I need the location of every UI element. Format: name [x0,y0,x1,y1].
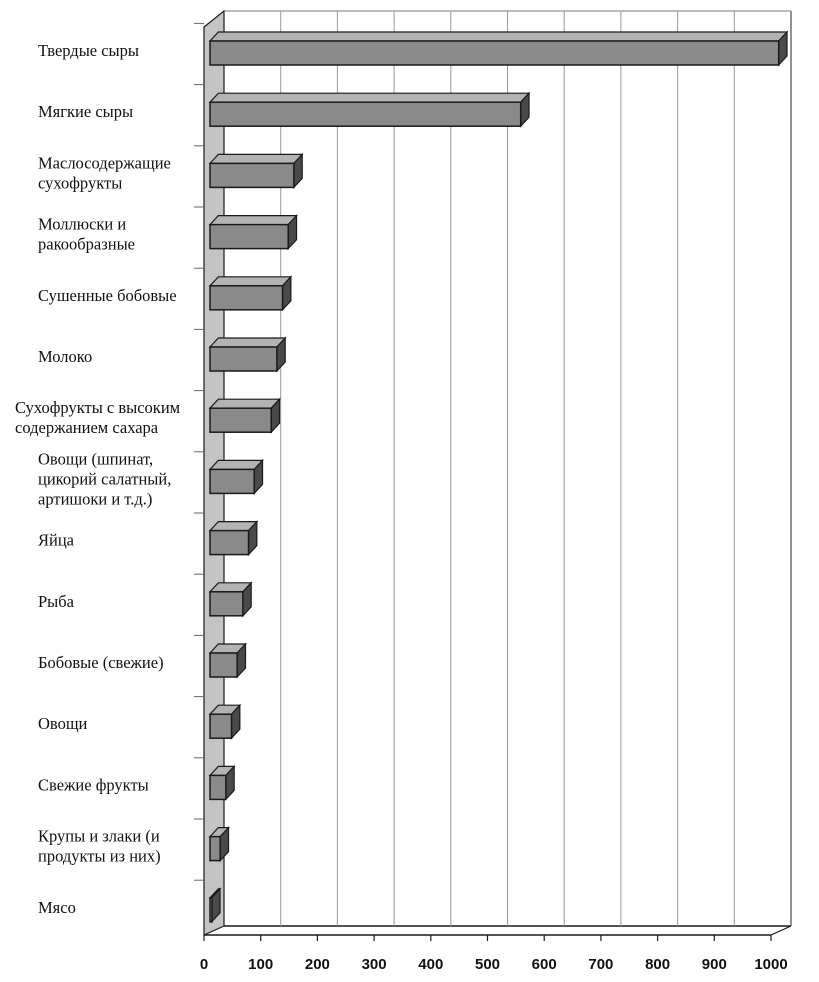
bar [210,653,237,677]
category-label: Рыба [38,591,74,611]
floor-right-edge [771,926,791,935]
x-tick-label: 100 [248,956,274,973]
category-label: Сушенные бобовые [38,285,177,305]
x-tick-label: 900 [701,956,727,973]
x-tick-label: 500 [474,956,501,973]
bar [210,408,271,432]
bar [210,469,254,493]
category-label: Маслосодержащие сухофрукты [38,153,171,193]
category-label: Овощи (шпинат, цикорий салатный, артишоки и т.д.) [38,449,172,509]
category-label: Моллюски и ракообразные [38,214,135,254]
bar [210,837,220,861]
x-tick-label: 600 [531,956,557,973]
bar [210,714,232,738]
bar [210,531,249,555]
x-tick-label: 200 [304,956,330,973]
bar-top-face [210,32,787,41]
x-tick-label: 400 [418,956,444,973]
bar-top-face [210,93,529,102]
category-label: Твердые сыры [38,41,139,60]
x-tick-label: 800 [645,956,671,973]
category-label: Бобовые (свежие) [38,653,164,672]
bar-top-face [210,216,297,225]
bar [210,347,277,371]
category-label: Мясо [38,897,76,917]
bar-top-face [210,399,280,408]
category-label: Овощи [38,714,88,734]
bar [210,102,521,126]
category-label: Сухофрукты с высоким содержанием сахара [15,398,181,438]
category-label: Крупы и злаки (и продукты из них) [38,826,161,866]
bar [210,592,243,616]
category-label: Мягкие сыры [38,102,134,122]
bar-top-face [210,338,285,347]
bar [210,163,294,187]
x-tick-label: 300 [361,956,387,973]
category-label: Молоко [38,347,93,366]
category-label: Свежие фрукты [38,775,149,795]
category-label: Яйца [38,530,74,550]
bar [210,286,283,310]
bar [210,41,779,65]
x-tick-label: 0 [199,956,209,973]
bar [210,775,226,799]
x-tick-label: 700 [588,956,614,973]
bar-top-face [210,154,302,163]
bar-top-face [210,277,291,286]
bar [210,225,288,249]
bar [210,898,212,922]
x-tick-label: 1000 [754,956,788,973]
